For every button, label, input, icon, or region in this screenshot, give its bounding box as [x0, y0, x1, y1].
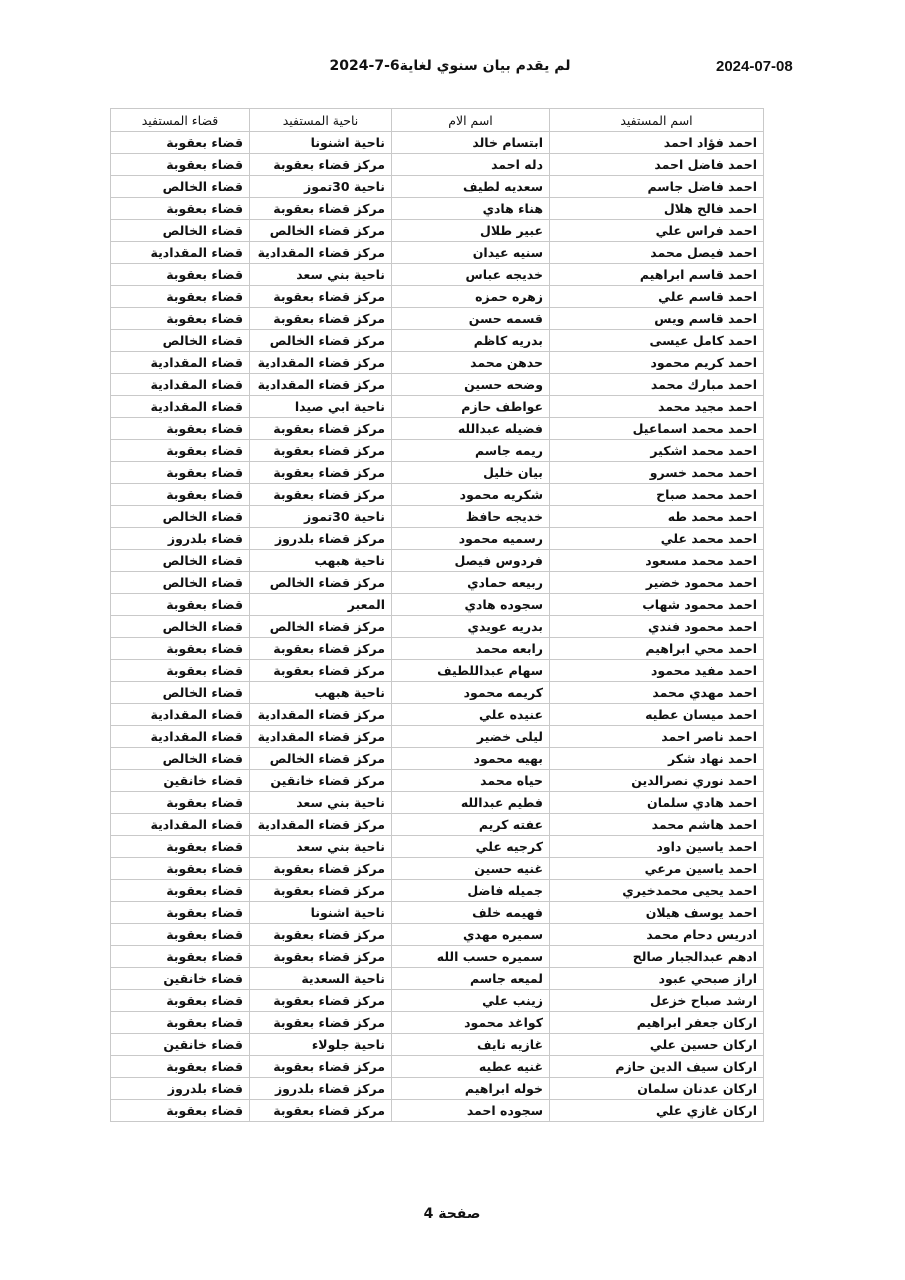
cell-subdistrict: مركز قضاء بعقوبة — [250, 660, 392, 682]
cell-district: قضاء الخالص — [111, 550, 250, 572]
cell-subdistrict: مركز قضاء بعقوبة — [250, 418, 392, 440]
table-row — [111, 682, 764, 704]
cell-mother-name: شكريه محمود — [392, 484, 550, 506]
cell-mother-name: ليلى خضير — [392, 726, 550, 748]
cell-mother-name: رابعه محمد — [392, 638, 550, 660]
cell-subdistrict: مركز قضاء بعقوبة — [250, 858, 392, 880]
cell-beneficiary-name: احمد فالح هلال — [550, 198, 764, 220]
cell-mother-name: فطيم عبدالله — [392, 792, 550, 814]
cell-district: قضاء بعقوبة — [111, 440, 250, 462]
cell-beneficiary-name: احمد فيصل محمد — [550, 242, 764, 264]
table-row — [111, 396, 764, 418]
cell-mother-name: حدهن محمد — [392, 352, 550, 374]
cell-mother-name: فهيمه خلف — [392, 902, 550, 924]
cell-district: قضاء بعقوبة — [111, 1012, 250, 1034]
cell-subdistrict: ناحية بني سعد — [250, 836, 392, 858]
cell-district: قضاء خانقين — [111, 770, 250, 792]
cell-district: قضاء المقدادية — [111, 396, 250, 418]
cell-mother-name: فضيله عبدالله — [392, 418, 550, 440]
cell-district: قضاء الخالص — [111, 748, 250, 770]
column-header-beneficiary-name: اسم المستفيد — [550, 109, 764, 132]
cell-mother-name: هناء هادي — [392, 198, 550, 220]
cell-subdistrict: ناحية اشنونا — [250, 902, 392, 924]
cell-mother-name: سهام عبداللطيف — [392, 660, 550, 682]
column-header-subdistrict: ناحية المستفيد — [250, 109, 392, 132]
cell-subdistrict: مركز قضاء الخالص — [250, 572, 392, 594]
cell-beneficiary-name: اركان جعفر ابراهيم — [550, 1012, 764, 1034]
cell-subdistrict: مركز قضاء بعقوبة — [250, 198, 392, 220]
table-row — [111, 418, 764, 440]
cell-beneficiary-name: احمد ناصر احمد — [550, 726, 764, 748]
cell-subdistrict: ناحية 30تموز — [250, 176, 392, 198]
cell-mother-name: عنيده علي — [392, 704, 550, 726]
cell-subdistrict: مركز قضاء بلدروز — [250, 528, 392, 550]
cell-beneficiary-name: ارشد صباح خزعل — [550, 990, 764, 1012]
table-row — [111, 946, 764, 968]
cell-mother-name: جميله فاضل — [392, 880, 550, 902]
cell-district: قضاء خانقين — [111, 968, 250, 990]
cell-subdistrict: مركز قضاء خانقين — [250, 770, 392, 792]
cell-district: قضاء بعقوبة — [111, 132, 250, 154]
table-row — [111, 858, 764, 880]
cell-beneficiary-name: احمد مفيد محمود — [550, 660, 764, 682]
cell-subdistrict: مركز قضاء المقدادية — [250, 704, 392, 726]
table-row — [111, 594, 764, 616]
table-row — [111, 968, 764, 990]
cell-subdistrict: مركز قضاء المقدادية — [250, 352, 392, 374]
table-row — [111, 1056, 764, 1078]
cell-subdistrict: ناحية اشنونا — [250, 132, 392, 154]
report-date: 2024-07-08 — [716, 58, 793, 75]
table-row — [111, 748, 764, 770]
cell-district: قضاء بعقوبة — [111, 264, 250, 286]
cell-mother-name: غنيه حسين — [392, 858, 550, 880]
table-row — [111, 792, 764, 814]
cell-subdistrict: مركز قضاء بلدروز — [250, 1078, 392, 1100]
table-row — [111, 154, 764, 176]
cell-subdistrict: مركز قضاء بعقوبة — [250, 286, 392, 308]
cell-mother-name: وضحه حسين — [392, 374, 550, 396]
cell-subdistrict: مركز قضاء بعقوبة — [250, 308, 392, 330]
cell-mother-name: سجوده احمد — [392, 1100, 550, 1122]
cell-subdistrict: مركز قضاء الخالص — [250, 616, 392, 638]
cell-subdistrict: مركز قضاء المقدادية — [250, 374, 392, 396]
cell-subdistrict: مركز قضاء بعقوبة — [250, 990, 392, 1012]
cell-subdistrict: ناحية بني سعد — [250, 264, 392, 286]
cell-district: قضاء الخالص — [111, 330, 250, 352]
cell-subdistrict: مركز قضاء بعقوبة — [250, 1012, 392, 1034]
cell-mother-name: عفته كريم — [392, 814, 550, 836]
cell-subdistrict: مركز قضاء بعقوبة — [250, 946, 392, 968]
cell-mother-name: غنيه عطيه — [392, 1056, 550, 1078]
cell-mother-name: دله احمد — [392, 154, 550, 176]
cell-beneficiary-name: احمد محمد مسعود — [550, 550, 764, 572]
cell-beneficiary-name: احمد كامل عيسى — [550, 330, 764, 352]
cell-mother-name: سميره مهدي — [392, 924, 550, 946]
cell-district: قضاء بلدروز — [111, 528, 250, 550]
cell-mother-name: سميره حسب الله — [392, 946, 550, 968]
table-row — [111, 330, 764, 352]
cell-subdistrict: مركز قضاء المقدادية — [250, 726, 392, 748]
cell-district: قضاء بعقوبة — [111, 660, 250, 682]
table-row — [111, 726, 764, 748]
cell-mother-name: زهره حمزه — [392, 286, 550, 308]
cell-subdistrict: ناحية هبهب — [250, 550, 392, 572]
cell-beneficiary-name: اركان عدنان سلمان — [550, 1078, 764, 1100]
table-row — [111, 660, 764, 682]
cell-subdistrict: مركز قضاء بعقوبة — [250, 638, 392, 660]
cell-mother-name: سجوده هادي — [392, 594, 550, 616]
cell-mother-name: كواغد محمود — [392, 1012, 550, 1034]
table-row — [111, 286, 764, 308]
table-row — [111, 176, 764, 198]
table-row — [111, 1034, 764, 1056]
cell-beneficiary-name: احمد فؤاد احمد — [550, 132, 764, 154]
cell-subdistrict: مركز قضاء الخالص — [250, 330, 392, 352]
beneficiaries-table — [110, 108, 764, 1122]
cell-district: قضاء الخالص — [111, 682, 250, 704]
cell-district: قضاء بعقوبة — [111, 418, 250, 440]
cell-district: قضاء المقدادية — [111, 242, 250, 264]
cell-district: قضاء بعقوبة — [111, 990, 250, 1012]
cell-subdistrict: المعبر — [250, 594, 392, 616]
cell-subdistrict: ناحية ابي صيدا — [250, 396, 392, 418]
cell-mother-name: عواطف حازم — [392, 396, 550, 418]
cell-beneficiary-name: احمد ياسين مرعي — [550, 858, 764, 880]
cell-beneficiary-name: احمد محمد طه — [550, 506, 764, 528]
table-row — [111, 132, 764, 154]
cell-subdistrict: مركز قضاء الخالص — [250, 748, 392, 770]
cell-mother-name: خوله ابراهيم — [392, 1078, 550, 1100]
cell-mother-name: حياه محمد — [392, 770, 550, 792]
table-row — [111, 352, 764, 374]
table-row — [111, 880, 764, 902]
report-title: لم يقدم بيان سنوي لغاية6-7-2024 — [329, 58, 571, 74]
cell-beneficiary-name: احمد قاسم علي — [550, 286, 764, 308]
cell-mother-name: سعديه لطيف — [392, 176, 550, 198]
cell-district: قضاء الخالص — [111, 220, 250, 242]
table-row — [111, 638, 764, 660]
cell-mother-name: ربيعه حمادي — [392, 572, 550, 594]
table-row — [111, 1078, 764, 1100]
cell-beneficiary-name: ادهم عبدالجبار صالح — [550, 946, 764, 968]
cell-mother-name: لميعه جاسم — [392, 968, 550, 990]
table-row — [111, 528, 764, 550]
table-row — [111, 616, 764, 638]
cell-district: قضاء بعقوبة — [111, 198, 250, 220]
cell-district: قضاء الخالص — [111, 616, 250, 638]
cell-beneficiary-name: احمد محي ابراهيم — [550, 638, 764, 660]
cell-beneficiary-name: احمد يحيى محمدخيري — [550, 880, 764, 902]
table-row — [111, 308, 764, 330]
cell-beneficiary-name: احمد محمد اشكير — [550, 440, 764, 462]
table-row — [111, 836, 764, 858]
cell-mother-name: بيان خليل — [392, 462, 550, 484]
cell-district: قضاء بعقوبة — [111, 462, 250, 484]
cell-subdistrict: مركز قضاء بعقوبة — [250, 1056, 392, 1078]
cell-beneficiary-name: احمد مجيد محمد — [550, 396, 764, 418]
cell-beneficiary-name: احمد قاسم ويس — [550, 308, 764, 330]
table-row — [111, 902, 764, 924]
table-body — [111, 132, 764, 1122]
table-row — [111, 814, 764, 836]
cell-subdistrict: مركز قضاء بعقوبة — [250, 924, 392, 946]
cell-beneficiary-name: اركان غازي علي — [550, 1100, 764, 1122]
table-row — [111, 572, 764, 594]
cell-district: قضاء الخالص — [111, 572, 250, 594]
cell-mother-name: قسمه حسن — [392, 308, 550, 330]
column-header-mother-name: اسم الام — [392, 109, 550, 132]
cell-mother-name: زينب علي — [392, 990, 550, 1012]
cell-beneficiary-name: احمد قاسم ابراهيم — [550, 264, 764, 286]
cell-beneficiary-name: احمد محمد صباح — [550, 484, 764, 506]
table-row — [111, 506, 764, 528]
cell-beneficiary-name: اراز صبحي عبود — [550, 968, 764, 990]
cell-beneficiary-name: احمد يوسف هيلان — [550, 902, 764, 924]
cell-beneficiary-name: احمد كريم محمود — [550, 352, 764, 374]
cell-mother-name: سنيه عيدان — [392, 242, 550, 264]
cell-district: قضاء بعقوبة — [111, 308, 250, 330]
cell-subdistrict: مركز قضاء بعقوبة — [250, 440, 392, 462]
cell-district: قضاء المقدادية — [111, 352, 250, 374]
table-row — [111, 242, 764, 264]
cell-mother-name: فردوس فيصل — [392, 550, 550, 572]
cell-beneficiary-name: احمد محمد خسرو — [550, 462, 764, 484]
cell-subdistrict: ناحية هبهب — [250, 682, 392, 704]
cell-subdistrict: مركز قضاء بعقوبة — [250, 1100, 392, 1122]
cell-subdistrict: مركز قضاء بعقوبة — [250, 484, 392, 506]
cell-district: قضاء بعقوبة — [111, 154, 250, 176]
cell-district: قضاء بلدروز — [111, 1078, 250, 1100]
cell-mother-name: ريمه جاسم — [392, 440, 550, 462]
cell-subdistrict: مركز قضاء بعقوبة — [250, 154, 392, 176]
cell-district: قضاء خانقين — [111, 1034, 250, 1056]
cell-beneficiary-name: احمد محمود خضير — [550, 572, 764, 594]
table-row — [111, 462, 764, 484]
cell-subdistrict: مركز قضاء المقدادية — [250, 814, 392, 836]
cell-beneficiary-name: احمد فراس علي — [550, 220, 764, 242]
cell-beneficiary-name: احمد نوري نصرالدين — [550, 770, 764, 792]
table-header-row — [111, 109, 764, 132]
cell-beneficiary-name: احمد ياسين داود — [550, 836, 764, 858]
cell-beneficiary-name: ادريس دحام محمد — [550, 924, 764, 946]
cell-mother-name: كرجيه علي — [392, 836, 550, 858]
cell-district: قضاء المقدادية — [111, 374, 250, 396]
cell-beneficiary-name: احمد محمد علي — [550, 528, 764, 550]
cell-beneficiary-name: احمد محمد اسماعيل — [550, 418, 764, 440]
column-header-district: قضاء المستفيد — [111, 109, 250, 132]
cell-mother-name: رسميه محمود — [392, 528, 550, 550]
table-row — [111, 440, 764, 462]
table-row — [111, 374, 764, 396]
cell-beneficiary-name: احمد ميسان عطيه — [550, 704, 764, 726]
cell-subdistrict: مركز قضاء بعقوبة — [250, 880, 392, 902]
cell-beneficiary-name: احمد هادي سلمان — [550, 792, 764, 814]
cell-beneficiary-name: اركان سيف الدين حازم — [550, 1056, 764, 1078]
cell-district: قضاء المقدادية — [111, 726, 250, 748]
cell-mother-name: خديجه حافظ — [392, 506, 550, 528]
cell-district: قضاء بعقوبة — [111, 484, 250, 506]
table-row — [111, 220, 764, 242]
table-row — [111, 990, 764, 1012]
cell-subdistrict: مركز قضاء الخالص — [250, 220, 392, 242]
cell-mother-name: غازيه نايف — [392, 1034, 550, 1056]
cell-mother-name: خديجه عباس — [392, 264, 550, 286]
cell-district: قضاء بعقوبة — [111, 286, 250, 308]
table-row — [111, 1012, 764, 1034]
cell-mother-name: بهيه محمود — [392, 748, 550, 770]
cell-subdistrict: ناحية بني سعد — [250, 792, 392, 814]
cell-district: قضاء بعقوبة — [111, 836, 250, 858]
page-number: صفحة 4 — [423, 1206, 481, 1222]
cell-mother-name: بدريه كاظم — [392, 330, 550, 352]
cell-beneficiary-name: احمد مهدي محمد — [550, 682, 764, 704]
cell-mother-name: بدريه عويدي — [392, 616, 550, 638]
cell-district: قضاء المقدادية — [111, 704, 250, 726]
cell-beneficiary-name: احمد نهاد شكر — [550, 748, 764, 770]
cell-beneficiary-name: احمد هاشم محمد — [550, 814, 764, 836]
cell-district: قضاء بعقوبة — [111, 1100, 250, 1122]
cell-district: قضاء بعقوبة — [111, 880, 250, 902]
cell-subdistrict: ناحية 30تموز — [250, 506, 392, 528]
cell-subdistrict: مركز قضاء المقدادية — [250, 242, 392, 264]
cell-beneficiary-name: احمد محمود فندي — [550, 616, 764, 638]
cell-beneficiary-name: احمد محمود شهاب — [550, 594, 764, 616]
cell-district: قضاء بعقوبة — [111, 638, 250, 660]
cell-subdistrict: ناحية جلولاء — [250, 1034, 392, 1056]
table-row — [111, 704, 764, 726]
cell-district: قضاء الخالص — [111, 176, 250, 198]
cell-district: قضاء المقدادية — [111, 814, 250, 836]
cell-district: قضاء الخالص — [111, 506, 250, 528]
cell-mother-name: عبير طلال — [392, 220, 550, 242]
table-row — [111, 198, 764, 220]
table-row — [111, 770, 764, 792]
cell-beneficiary-name: احمد مبارك محمد — [550, 374, 764, 396]
table-row — [111, 484, 764, 506]
table-row — [111, 1100, 764, 1122]
cell-beneficiary-name: احمد فاضل احمد — [550, 154, 764, 176]
cell-subdistrict: مركز قضاء بعقوبة — [250, 462, 392, 484]
table-row — [111, 264, 764, 286]
table-row — [111, 550, 764, 572]
cell-district: قضاء بعقوبة — [111, 946, 250, 968]
cell-district: قضاء بعقوبة — [111, 1056, 250, 1078]
cell-mother-name: ابتسام خالد — [392, 132, 550, 154]
cell-mother-name: كريمه محمود — [392, 682, 550, 704]
cell-district: قضاء بعقوبة — [111, 594, 250, 616]
table-row — [111, 924, 764, 946]
cell-subdistrict: ناحية السعدية — [250, 968, 392, 990]
cell-district: قضاء بعقوبة — [111, 902, 250, 924]
cell-district: قضاء بعقوبة — [111, 858, 250, 880]
cell-beneficiary-name: احمد فاضل جاسم — [550, 176, 764, 198]
cell-beneficiary-name: اركان حسين علي — [550, 1034, 764, 1056]
cell-district: قضاء بعقوبة — [111, 924, 250, 946]
cell-district: قضاء بعقوبة — [111, 792, 250, 814]
